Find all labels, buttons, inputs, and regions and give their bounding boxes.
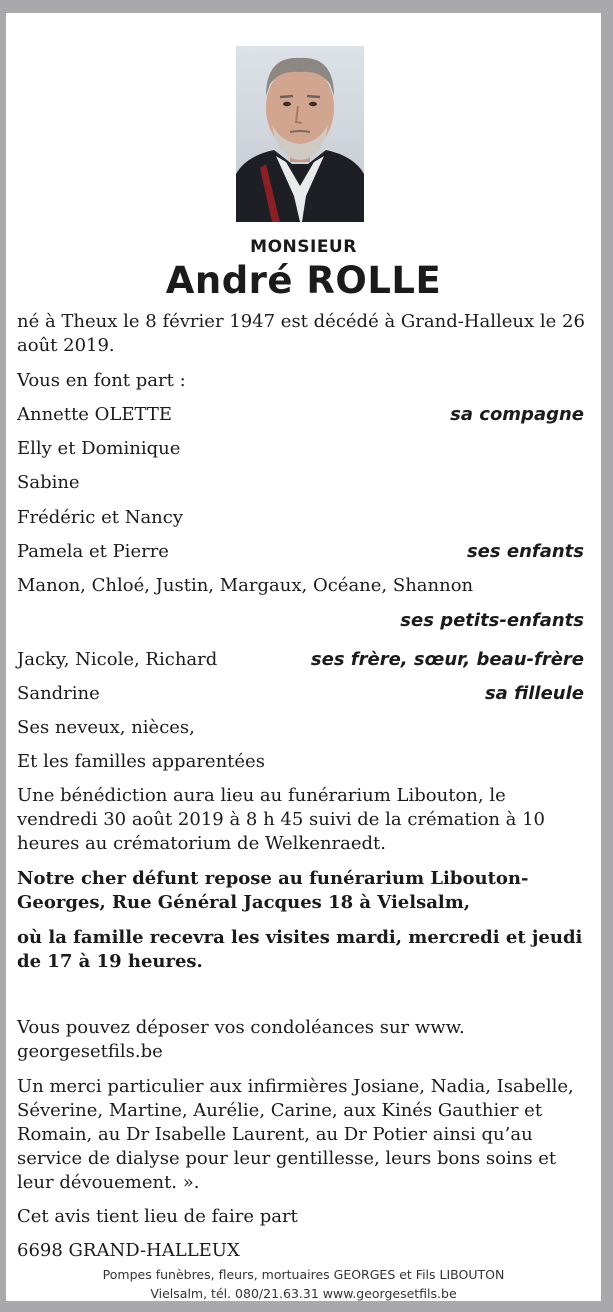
- family-role: ses enfants: [466, 541, 584, 562]
- family-names: Pamela et Pierre: [17, 541, 169, 562]
- family-names: Sabine: [17, 472, 80, 493]
- address-text: 6698 GRAND-HALLEUX: [17, 1240, 240, 1261]
- ceremony-text: Une bénédiction aura lieu au funérarium Libouton, le vendredi 30 août 2019 à 8 h 45 suivi de la crémation à 10 heures au crématorium de Welkenraedt.: [17, 785, 546, 854]
- family-names: Et les familles apparentées: [17, 751, 265, 772]
- family-names: Jacky, Nicole, Richard: [17, 649, 218, 670]
- family-names: Sandrine: [17, 683, 100, 704]
- portrait-photo: [236, 46, 364, 222]
- condolences-text: Vous pouvez déposer vos condoléances sur www. georgesetfils.be: [17, 1017, 465, 1062]
- family-names: Manon, Chloé, Justin, Margaux, Océane, Shannon: [17, 575, 474, 596]
- deceased-name: André ROLLE: [165, 259, 442, 302]
- repose-text: Notre cher défunt repose au funérarium Libouton-Georges, Rue Général Jacques 18 à Vielsalm,: [17, 868, 529, 913]
- family-names: Frédéric et Nancy: [17, 507, 184, 528]
- obituary-card: [6, 13, 601, 1301]
- footer-line: Vielsalm, tél. 080/21.63.31 www.georgesetfils.be: [150, 1286, 457, 1301]
- notice-text: Cet avis tient lieu de faire part: [17, 1206, 298, 1227]
- family-names: Ses neveux, nièces,: [17, 717, 195, 738]
- family-role: sa filleule: [484, 683, 584, 704]
- family-names: Annette OLETTE: [17, 404, 173, 425]
- visits-text: où la famille recevra les visites mardi, mercredi et jeudi de 17 à 19 heures.: [17, 927, 583, 972]
- family-role: ses petits-enfants: [400, 610, 584, 631]
- family-names: Elly et Dominique: [17, 438, 181, 459]
- family-role: ses frère, sœur, beau-frère: [310, 649, 584, 670]
- family-role: sa compagne: [450, 404, 584, 425]
- footer-line: Pompes funèbres, fleurs, mortuaires GEORGES et Fils LIBOUTON: [102, 1267, 505, 1282]
- announce-text: Vous en font part :: [17, 370, 186, 391]
- honorific: MONSIEUR: [250, 237, 357, 257]
- thanks-text: Un merci particulier aux infirmières Josiane, Nadia, Isabelle, Séverine, Martine, Aurélie, Carine, aux Kinés Gauthier et Romain, au Dr Isabelle Laurent, au Dr Potier ainsi qu’au service de dialyse pour leur gentillesse, leurs bons soins et leur dévouement. ».: [17, 1076, 574, 1193]
- intro-text: né à Theux le 8 février 1947 est décédé à Grand-Halleux le 26 août 2019.: [17, 311, 585, 356]
